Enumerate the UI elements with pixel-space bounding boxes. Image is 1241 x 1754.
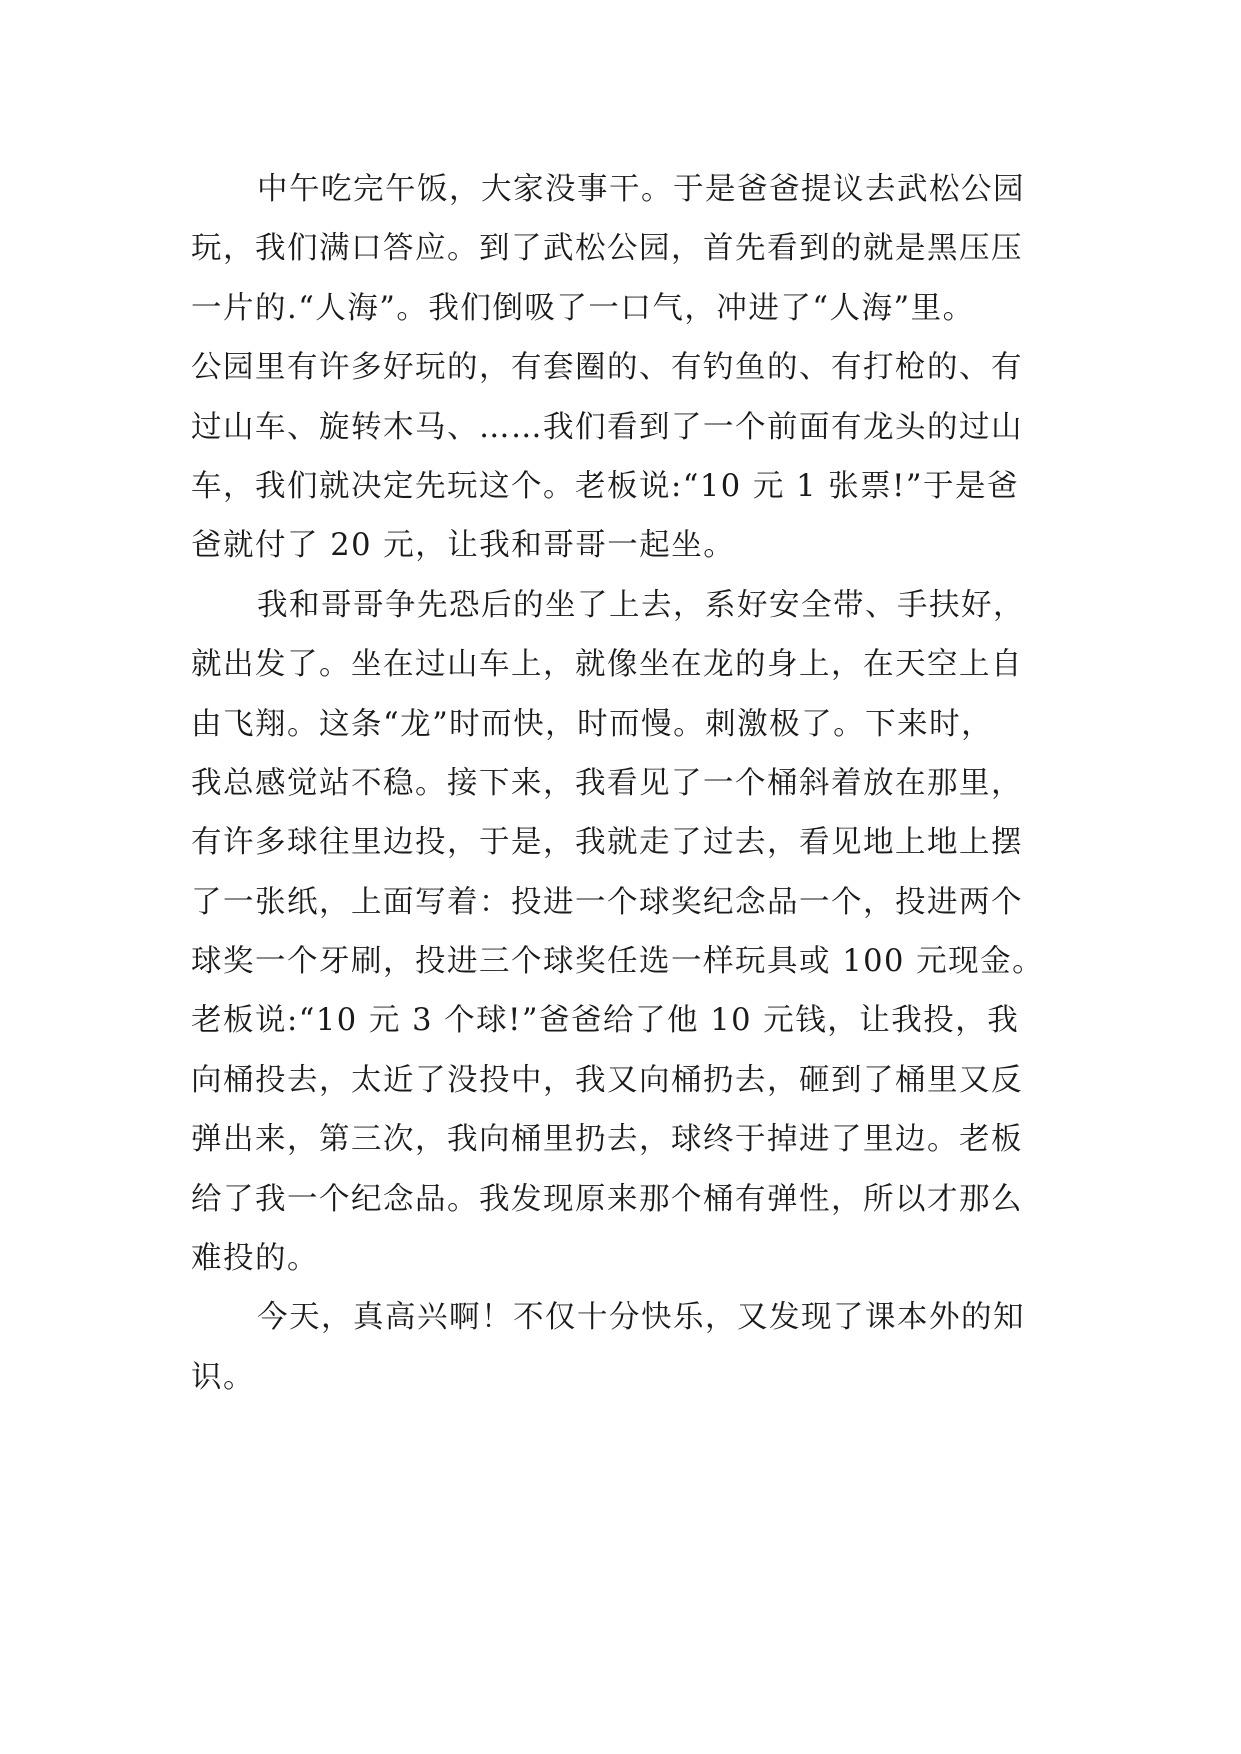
text-line: 有许多球往里边投，于是，我就走了过去，看见地上地上摆 [191,825,1023,861]
text-line: 弹出来，第三次，我向桶里扔去，球终于掉进了里边。老板 [191,1122,1023,1158]
text-line: 球奖一个牙刷，投进三个球奖任选一样玩具或 100 元现金。 [191,944,1045,980]
text-line: 玩，我们满口答应。到了武松公园，首先看到的就是黑压压 [191,231,1023,267]
text-line: 中午吃完午饭，大家没事干。于是爸爸提议去武松公园 [257,172,1025,207]
text-line: 一片的.“人海”。我们倒吸了一口气，冲进了“人海”里。 [191,290,975,326]
text-line: 老板说:“10 元 3 个球!”爸爸给了他 10 元钱，让我投，我 [191,1003,1020,1039]
text-line: 过山车、旋转木马、……我们看到了一个前面有龙头的过山 [191,409,1023,445]
document-body [191,160,1051,1407]
text-line: 就出发了。坐在过山车上，就像坐在龙的身上，在天空上自 [191,647,1023,683]
text-line: 车，我们就决定先玩这个。老板说:“10 元 1 张票!”于是爸 [191,468,1020,504]
text-line: 给了我一个纪念品。我发现原来那个桶有弹性，所以才那么 [191,1181,1023,1217]
text-line: 难投的。 [191,1241,319,1277]
text-line: 向桶投去，太近了没投中，我又向桶扔去，砸到了桶里又反 [191,1062,1023,1098]
text-line: 我和哥哥争先恐后的坐了上去，系好安全带、手扶好， [257,587,1025,623]
paragraph-2 [191,576,1051,1289]
text-line: 由飞翔。这条“龙”时而快，时而慢。刺激极了。下来时， [191,706,994,742]
text-line: 今天，真高兴啊！不仅十分快乐，又发现了课本外的知 [257,1300,1025,1336]
text-line: 公园里有许多好玩的，有套圈的、有钓鱼的、有打枪的、有 [191,350,1023,386]
text-line: 爸就付了 20 元，让我和哥哥一起坐。 [191,528,736,564]
paragraph-1 [191,160,1051,576]
text-line: 我总感觉站不稳。接下来，我看见了一个桶斜着放在那里， [191,765,1023,801]
text-line: 识。 [191,1359,255,1395]
paragraph-3 [191,1288,1051,1407]
text-line: 了一张纸，上面写着：投进一个球奖纪念品一个，投进两个 [191,884,1023,920]
